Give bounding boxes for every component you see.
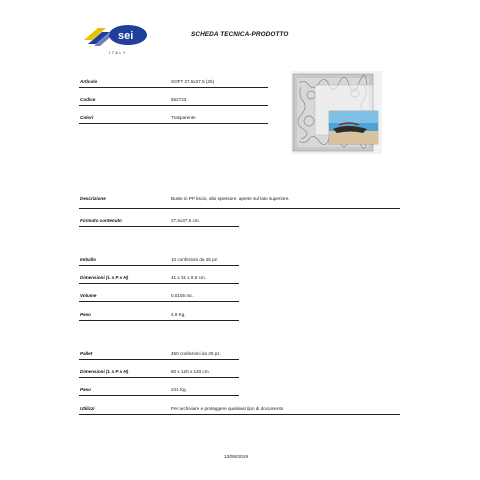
value-pallet: 450 confezioni da 25 pz. <box>171 351 221 356</box>
label-pallet: Pallet <box>80 351 93 356</box>
value-imballo: 10 confezioni da 25 pz. <box>171 257 219 262</box>
logo-brand-text: sei <box>118 30 134 42</box>
value-peso-imballo: 4,9 Kg. <box>171 312 186 317</box>
value-dimensioni-imballo: 41 x 31 x 9,5 cm. <box>171 275 206 280</box>
label-descrizione: Descrizione <box>80 196 106 201</box>
value-utilizzi: Per archiviare e proteggere qualsiasi tipo di documento <box>171 406 284 411</box>
rule-imballo <box>79 265 239 266</box>
label-peso-pallet: Peso <box>80 387 91 392</box>
rule-codice <box>79 105 268 106</box>
rule-dimensioni-pallet <box>79 377 239 378</box>
label-utilizzi: Utilizzi <box>80 406 95 411</box>
label-formato: Formato contenuto <box>80 218 122 223</box>
rule-descrizione <box>79 208 400 209</box>
label-codice: Codice <box>80 97 96 102</box>
logo-country: ITALY <box>109 50 128 55</box>
product-photo <box>291 71 382 154</box>
value-volume: 0,0155 mc. <box>171 293 194 298</box>
value-peso-pallet: 241 Kg. <box>171 387 187 392</box>
sei-logo-mark <box>84 22 154 52</box>
rule-articolo <box>79 87 268 88</box>
value-dimensioni-pallet: 80 x 120 x 120 cm. <box>171 369 210 374</box>
page-title: SCHEDA TECNICA-PRODOTTO <box>191 31 289 38</box>
rule-volume <box>79 301 239 302</box>
label-dimensioni-imballo: Dimensioni (L x P x H) <box>80 275 129 280</box>
label-articolo: Articolo <box>80 79 98 84</box>
rule-peso-imballo <box>79 320 239 321</box>
label-peso-imballo: Peso <box>80 312 91 317</box>
label-colori: Colori <box>80 115 94 120</box>
rule-pallet <box>79 359 239 360</box>
value-codice: 652723 <box>171 97 187 102</box>
rule-peso-pallet <box>79 395 239 396</box>
value-articolo: SOFT 27,5x37,5 (25) <box>171 79 215 84</box>
rule-utilizzi <box>79 414 400 415</box>
label-dimensioni-pallet: Dimensioni (L x P x H) <box>80 369 129 374</box>
rule-formato <box>79 226 239 227</box>
value-formato: 27,5x37,5 cm. <box>171 218 200 223</box>
sei-logo <box>84 22 154 62</box>
rule-dimensioni-imballo <box>79 283 239 284</box>
label-imballo: Imballo <box>80 257 97 262</box>
value-descrizione: Buste in PP liscio, alto spessore, aperte sul lato superiore. <box>171 196 290 201</box>
label-volume: Volume <box>80 293 97 298</box>
footer-date: 13/06/2019 <box>224 455 249 460</box>
rule-colori <box>79 123 268 124</box>
value-colori: Trasparente <box>171 115 196 120</box>
